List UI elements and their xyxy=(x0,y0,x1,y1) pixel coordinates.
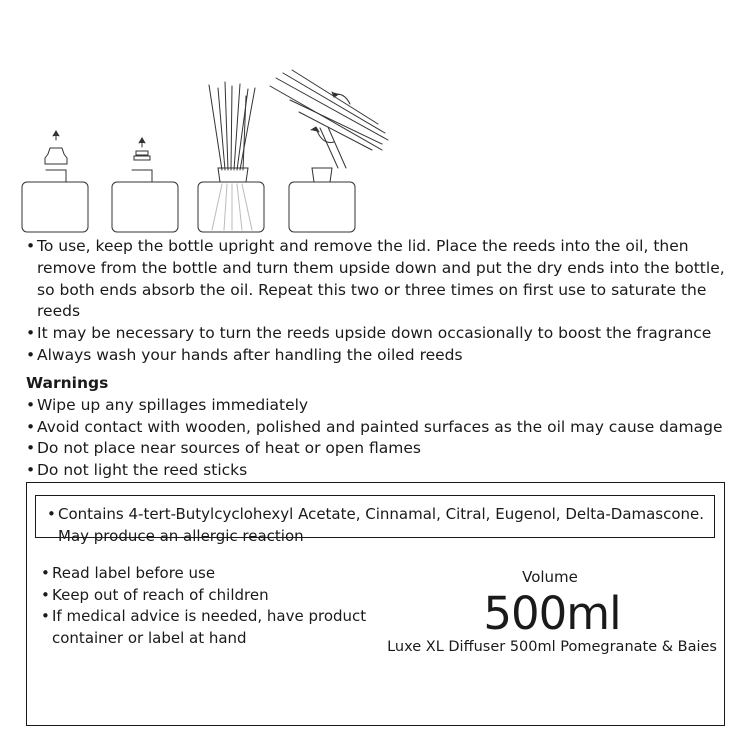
volume-label: Volume xyxy=(522,568,578,586)
label-box xyxy=(26,482,725,726)
warnings-heading: Warnings xyxy=(26,374,109,392)
safety-item: • Keep out of reach of children xyxy=(41,585,391,607)
step-4-flip-reeds-illustration xyxy=(270,70,388,232)
usage-instructions xyxy=(26,236,736,367)
instruction-item: • To use, keep the bottle upright and remove the lid. Place the reeds into the oil, then remove from the bottle and turn them upside down and put the dry ends into the bottle, so both ends absorb the oil. Repeat this two or three times on first use to saturate the reeds xyxy=(26,236,736,323)
safety-list xyxy=(41,563,391,649)
step-3-insert-reeds-illustration xyxy=(198,82,264,232)
allergen-box xyxy=(35,495,715,545)
safety-item: • If medical advice is needed, have product container or label at hand xyxy=(41,606,391,649)
step-2-remove-stopper-illustration xyxy=(112,138,178,232)
usage-step-illustrations xyxy=(0,0,750,240)
product-name: Luxe XL Diffuser 500ml Pomegranate & Baies xyxy=(387,639,717,655)
warning-item: • Avoid contact with wooden, polished and painted surfaces as the oil may cause damage xyxy=(26,417,736,439)
safety-item: • Read label before use xyxy=(41,563,391,585)
warnings-section xyxy=(26,373,736,482)
warning-item: • Do not light the reed sticks xyxy=(26,460,736,482)
step-1-remove-lid-illustration xyxy=(22,131,88,232)
instruction-item: • Always wash your hands after handling the oiled reeds xyxy=(26,345,736,367)
allergen-statement: • Contains 4-tert-Butylcyclohexyl Acetate, Cinnamal, Citral, Eugenol, Delta-Damascone. May produce an allergic reaction xyxy=(47,504,718,547)
warning-item: • Do not place near sources of heat or open flames xyxy=(26,438,736,460)
volume-value: 500ml xyxy=(483,587,621,640)
warning-item: • Wipe up any spillages immediately xyxy=(26,395,736,417)
instruction-item: • It may be necessary to turn the reeds upside down occasionally to boost the fragrance xyxy=(26,323,736,345)
